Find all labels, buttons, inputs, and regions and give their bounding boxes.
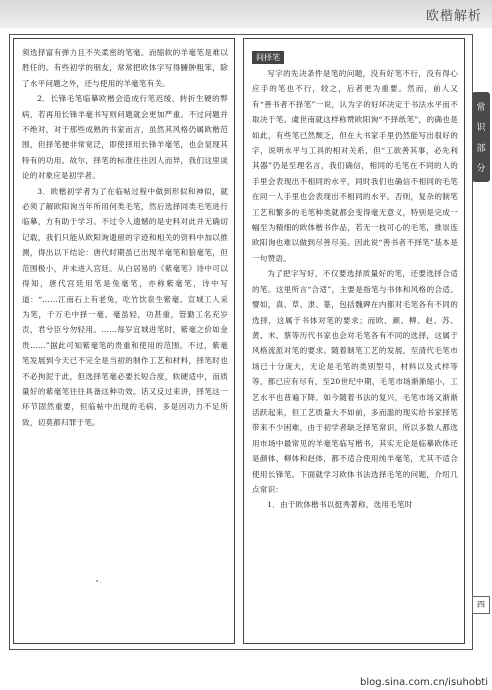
source-watermark: blog.sina.com.cn/isuhobti	[360, 677, 488, 688]
side-tab-char-3: 部	[476, 143, 486, 154]
right-paragraph-2: 为了把字写好，不仅要选择质量好的笔，还要选择合适的笔。这里所言“合适”，主要是指笔与书体和风格的合适。譬如，真、草、隶、篆，包括魏碑在内都对毛笔各有不同的选择，这属于书体对笔的要求；而欧、颜、柳、赵、苏、黄、米、蔡等历代书家也会对毛笔各有不同的选择，这属于风格流派对笔的要求。随着制笔工艺的发展，至清代毛笔市场已十分庞大，无论是毛笔的类别型号，材料以及式样等等，都已应有尽有，至20世纪中期，毛笔市场渐渐缩小，工艺水平也普遍下降。如今随着书法的复兴，毛笔市场又渐渐活跃起来，但工艺质量大不如前，多而滥的现实给书家择笔带来不少困难，由于初学者缺乏择笔常识，所以多数人都选用市场中最常见的羊毫笔临写楷书，其实无论是临摹欧体还是颜体、柳体和赵体，都不适合使用纯羊毫笔，尤其不适合使用长锋笔。下面就学习欧体书法选择毛笔的问题，介绍几点常识：	[252, 269, 458, 494]
left-column	[13, 38, 235, 644]
section-title: 间择笔	[252, 51, 284, 64]
side-tab-char-2: 识	[476, 123, 486, 134]
side-tab-char-1: 常	[476, 102, 486, 113]
scan-speck	[96, 580, 98, 582]
page-number: 四	[472, 596, 490, 614]
section-side-tab	[472, 92, 490, 182]
left-paragraph-2: 2．长锋毛笔临摹欧楷会造成行笔迟缓、转折生硬的弊病，若再用长锋羊毫书写则问题就会更加严重。不过问题并不绝对，对于那些成熟的书家而言，虽然其风格仍属欧楷范围，但择笔便非常宽泛，即使择用长锋羊毫笔，也会显现其特有的功用。故尔，择笔的标准往往因人而异，我们这里谈论的对象应是初学者。	[22, 94, 228, 181]
left-paragraph-3: 3．欧楷初学者为了在临帖过程中做到形似和神似，就必须了解欧阳询当年所用何类毛笔，然后选择同类毛笔进行临摹，方有助于学习。不过令人遗憾的是史料对此并无确切记载，我们只能从欧阳询遗留的字迹和相关的资料中加以推测，得出以下结论：唐代时期虽已出现羊毫笔和狼毫笔，但范围极小，并未进入宫廷。从白居易的《紫毫笔》诗中可以得知，唐代宫廷用笔是兔毫笔，亦称紫毫笔，诗中写道：“……江南石上有老兔，吃竹饮泉生紫毫。宣城工人采为笔，千万毛中择一毫。毫虽轻，功甚重，管勤工名充岁贡，君兮臣兮勿轻用。……每岁宜城进笔时，紫毫之价如金贵……”据此可知紫毫笔的贵重和使用的范围。不过，紫毫笔发展到今天已不完全是当初的制作工艺和材料，择笔时也不必拘泥于此，但选择笔毫必要长短合度，软硬适中，而质量好的紫毫笔往往具备这种功效。话又反过来讲，择笔这一环节固然重要，但临帖中出现的毛病，多是因功力不足所致，切莫都归罪于笔。	[22, 186, 228, 427]
right-paragraph-3: 1．由于欧体楷书以挺秀著称，选用毛笔时	[267, 500, 413, 510]
left-paragraph-1: 须选择富有弹力且不失柔密的笔毫。而缩软的羊毫笔是难以胜任的。有些初学的朋友，常常把欧体字写得臃肿粗笨，除了水平问题之外，还与使用的羊毫笔有关。	[22, 48, 228, 88]
scan-speck	[100, 582, 101, 583]
right-paragraph-1: 写字的先决条件是笔的问题，没有好笔不行，没有得心应手的笔也不行，较之，后者更为重要。然而，前人又有“善书者不择笔”一说，认为字的好坏决定于书法水平而不取决于笔。虞世南就这样称赞欧阳询“不择纸笔”，的确也是如此，有些笔已然颓乏，但在大书家手里仍然能写出很好的字，说明水平与工具的相对关系，但“工欲善其事，必先利其器”仍是至理名言，我们确信，相同的毛笔在不同的人的手里会表现出不相同的水平，同时我们也确信不相同的毛笔在同一人手里也会表现出不相同的水平。否则，复杂的制笔工艺和繁多的毛笔种类就都会变得毫无意义，特别是完成一幅至为精细的欧体楷书作品，若无一枝可心的毛笔，推崇连欧阳询也难以做到尽善尽美。因此说“善书者不择笔”基本是一句赞语。	[252, 69, 458, 263]
book-title: 欧楷解析	[425, 9, 482, 24]
right-column	[243, 38, 465, 644]
side-tab-char-4: 分	[476, 164, 486, 175]
header-band	[0, 0, 492, 28]
